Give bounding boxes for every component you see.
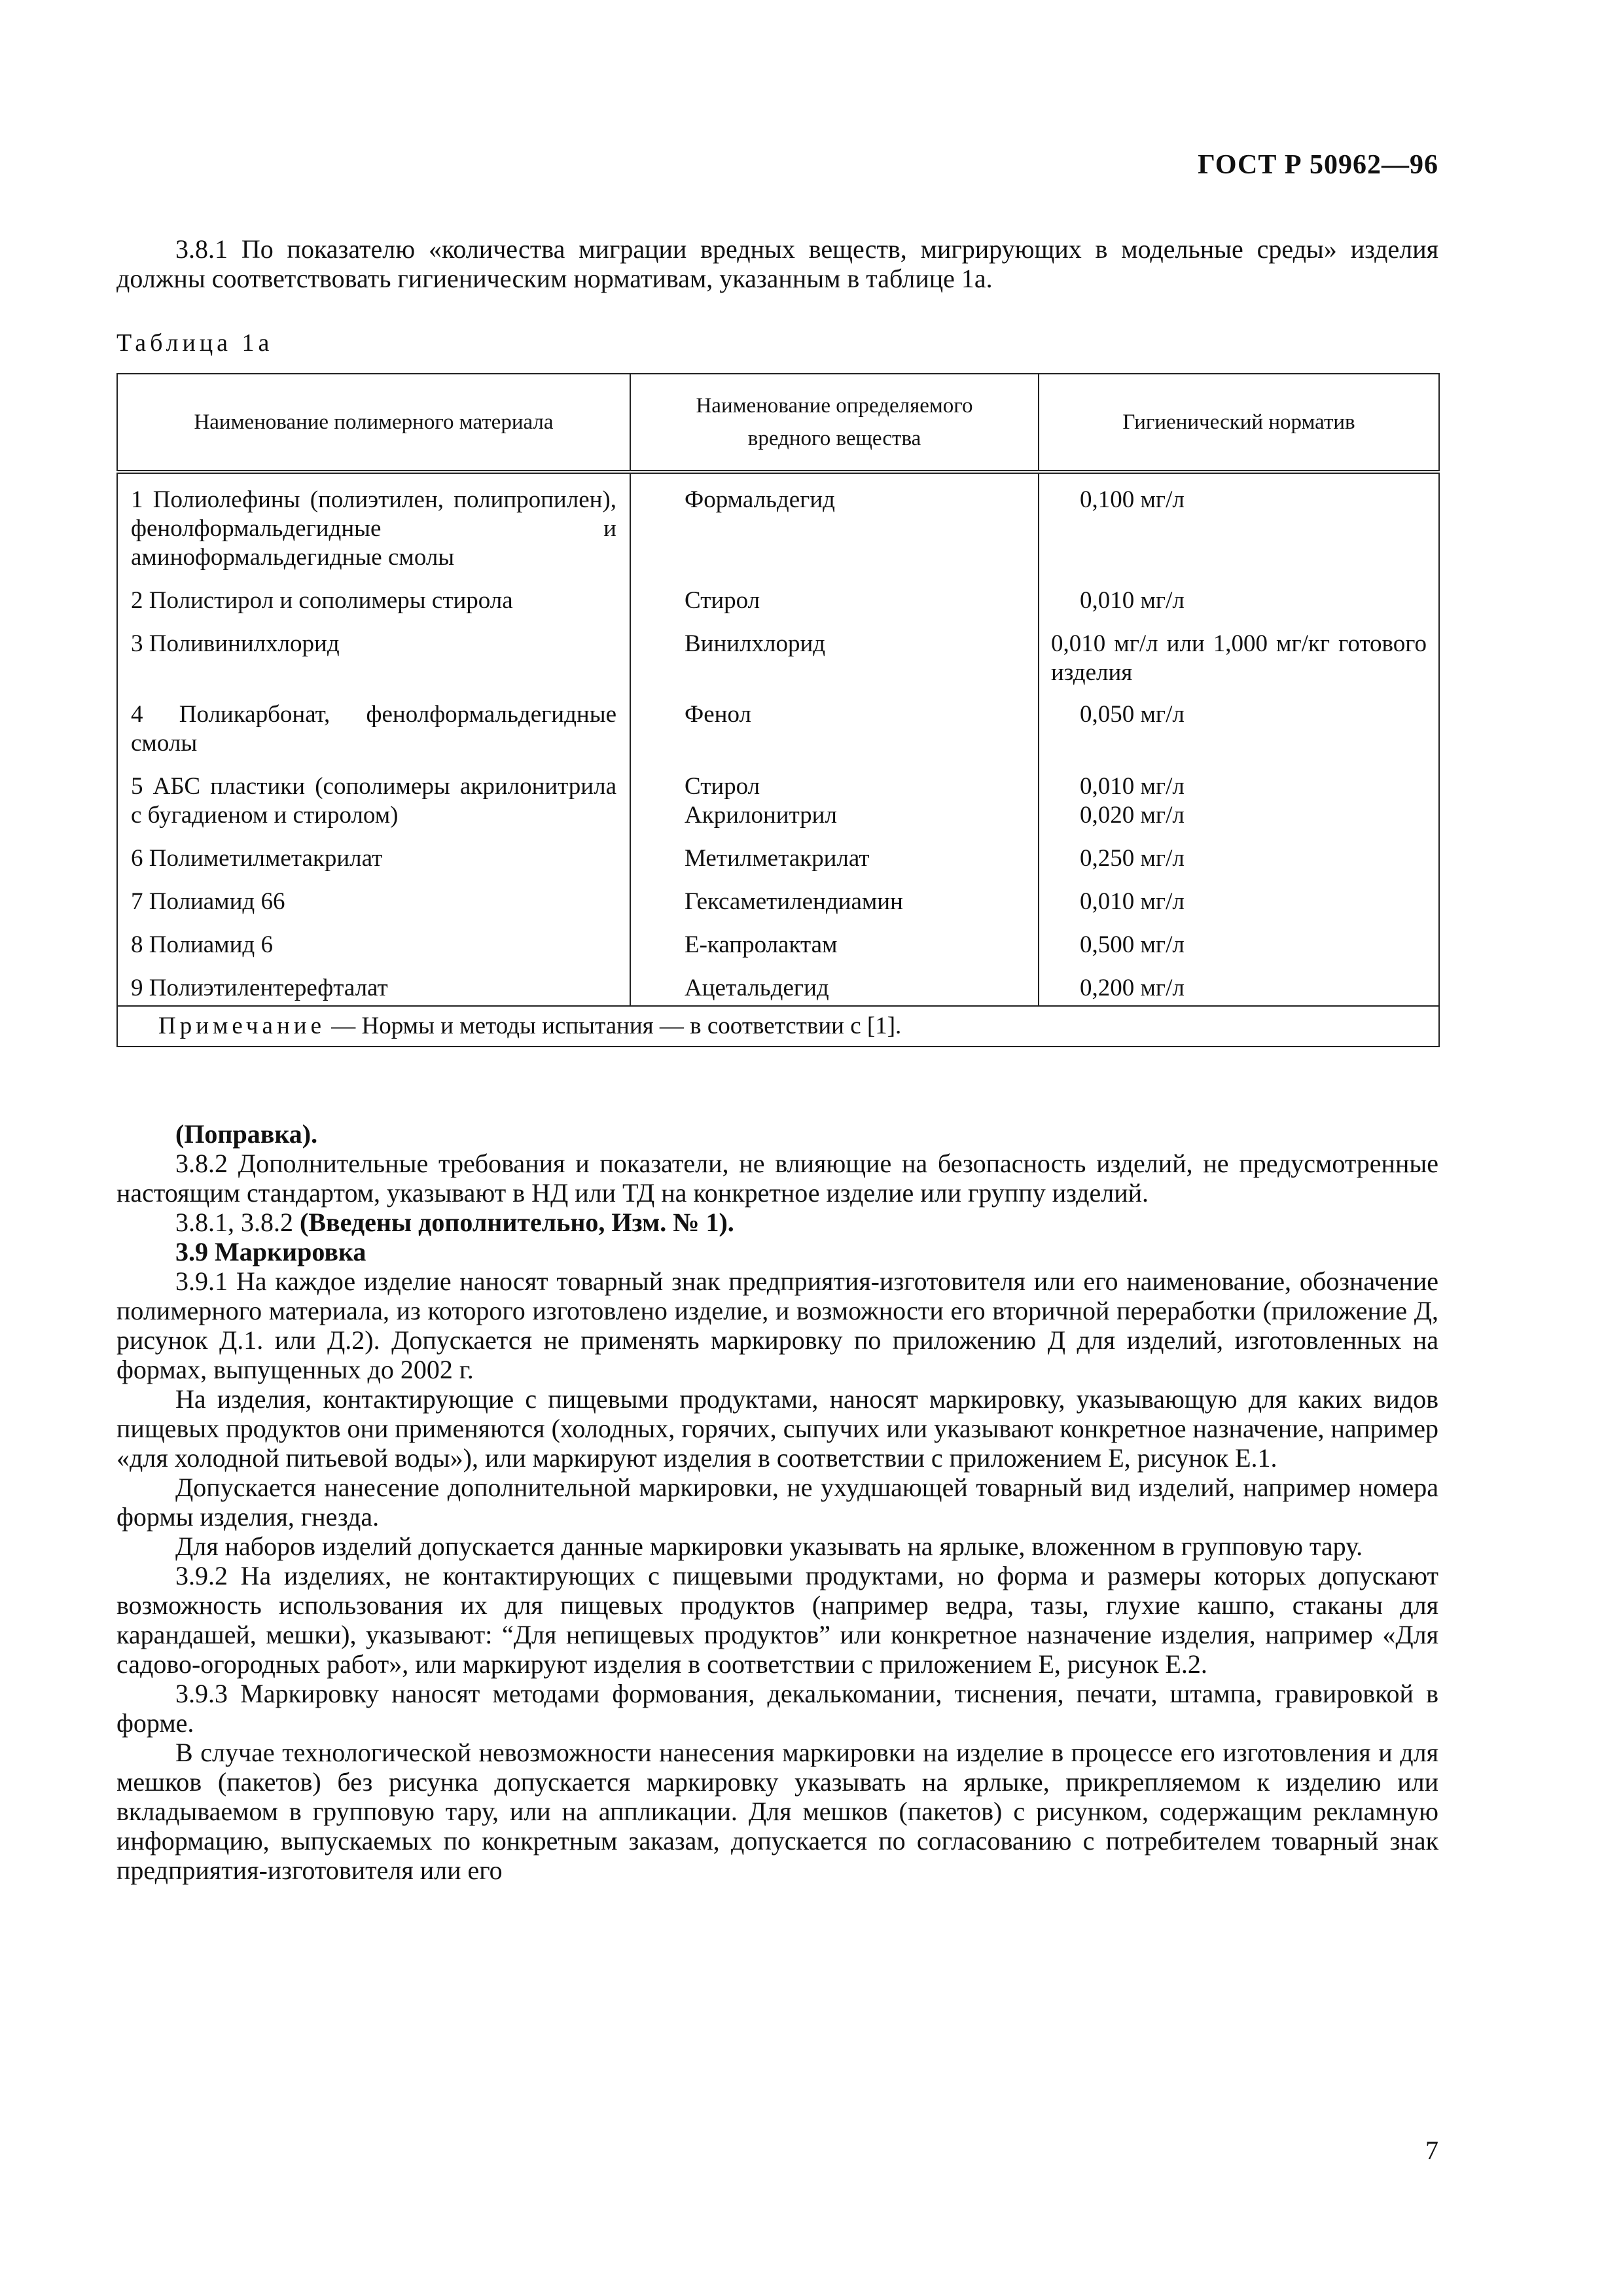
cell-norm: 0,200 мг/л [1039, 960, 1439, 1006]
table-row [117, 687, 1439, 758]
intro-paragraph: 3.8.1 По показателю «количества миграции вредных веществ, мигрирующих в модельные среды» изделия должны соответствовать гигиеническим нормативам, указанным в таблице 1а. [116, 234, 1438, 293]
table-row [117, 615, 1439, 687]
cell-material: 5 АБС пластики (сополимеры акрилонитрила с бугадиеном и стиролом) [117, 758, 630, 830]
cell-substance: Е-капролактам [630, 916, 1039, 960]
table-note: Примечание — Нормы и методы испытания — в соответствии с [1]. [117, 1006, 1439, 1047]
table-note-row [117, 1006, 1439, 1047]
cell-material: 8 Полиамид 6 [117, 916, 630, 960]
cell-substance: Фенол [630, 687, 1039, 758]
cell-norm: 0,010 мг/л [1039, 873, 1439, 916]
cell-material: 6 Полиметилметакрилат [117, 830, 630, 873]
table-row [117, 758, 1439, 830]
standard-header: ГОСТ Р 50962—96 [1198, 150, 1438, 180]
cell-material: 7 Полиамид 66 [117, 873, 630, 916]
table-row [117, 572, 1439, 615]
cell-substance: Формальдегид [630, 472, 1039, 572]
table-row [117, 830, 1439, 873]
cell-material: 1 Полиолефины (полиэтилен, полипропилен), фенолформальдегидные и аминоформальдегидные смолы [117, 472, 630, 572]
cell-norm: 0,010 мг/л или 1,000 мг/кг готового изделия [1039, 615, 1439, 687]
paragraph-3-9-3-bags: В случае технологической невозможности нанесения маркировки на изделие в процессе его изготовления и для мешков (пакетов) без рисунка допускается маркировку указывать на ярлыке, прикрепляемом к изделию или вкладываемом в групповую тару, или на аппликации. Для мешков (пакетов) с рисунком, содержащим рекламную информацию, выпускаемых по конкретным заказам, допускается по согласованию с потребителем товарный знак предприятия-изготовителя или его [116, 1738, 1438, 1885]
cell-norm: 0,100 мг/л [1039, 472, 1439, 572]
cell-material: 2 Полистирол и сополимеры стирола [117, 572, 630, 615]
cell-norm: 0,010 мг/л [1039, 572, 1439, 615]
cell-norm: 0,500 мг/л [1039, 916, 1439, 960]
table-row [117, 472, 1439, 572]
cell-substance: Стирол Акрилонитрил [630, 758, 1039, 830]
column-header-substance: Наименование определяемого вредного вещества [630, 374, 1039, 472]
table-row [117, 873, 1439, 916]
page-number: 7 [1425, 2136, 1438, 2165]
paragraph-3-8-2: 3.8.2 Дополнительные требования и показатели, не влияющие на безопасность изделий, не предусмотренные настоящим стандартом, указывают в НД или ТД на конкретное изделие или группу изделий. [116, 1149, 1438, 1208]
table-row [117, 916, 1439, 960]
paragraph-3-9-2: 3.9.2 На изделиях, не контактирующих с пищевыми продуктами, но форма и размеры которых допускают возможность использования их для пищевых продуктов (например ведра, тазы, глухие кашпо, стаканы для карандашей, мешки), указывают: “Для непищевых продуктов” или конкретное назначение изделия, например «Для садово-огородных работ», или маркируют изделия в соответствии с приложением Е, рисунок Е.2. [116, 1561, 1438, 1679]
paragraph-3-9-1-extra: Допускается нанесение дополнительной маркировки, не ухудшающей товарный вид изделий, например номера формы изделия, гнезда. [116, 1473, 1438, 1532]
cell-substance: Метилметакрилат [630, 830, 1039, 873]
paragraph-amendment-ref: 3.8.1, 3.8.2 (Введены дополнительно, Изм. № 1). [175, 1208, 734, 1237]
section-heading-3-9: 3.9 Маркировка [175, 1237, 366, 1266]
paragraph-3-9-1-sets: Для наборов изделий допускается данные маркировки указывать на ярлыке, вложенном в групповую тару. [175, 1532, 1363, 1561]
cell-substance: Стирол [630, 572, 1039, 615]
paragraph-3-9-1-food: На изделия, контактирующие с пищевыми продуктами, наносят маркировку, указывающую для каких видов пищевых продуктов они применяются (холодных, горячих, сыпучих или указывают конкретное назначение, например «для холодной питьевой воды»), или маркируют изделия в соответствии с приложением Е, рисунок Е.1. [116, 1384, 1438, 1473]
body-text [116, 1119, 1438, 1885]
amendment-note: (Поправка). [175, 1119, 318, 1149]
table-caption: Таблица 1а [116, 329, 274, 357]
hygiene-norms-table [116, 373, 1440, 1047]
cell-substance: Винилхлорид [630, 615, 1039, 687]
cell-norm: 0,250 мг/л [1039, 830, 1439, 873]
cell-material: 3 Поливинилхлорид [117, 615, 630, 687]
column-header-material: Наименование полимерного материала [117, 374, 630, 472]
cell-norm: 0,050 мг/л [1039, 687, 1439, 758]
table-row [117, 960, 1439, 1006]
cell-norm: 0,010 мг/л 0,020 мг/л [1039, 758, 1439, 830]
cell-material: 9 Полиэтилентерефталат [117, 960, 630, 1006]
cell-substance: Гексаметилендиамин [630, 873, 1039, 916]
cell-material: 4 Поликарбонат, фенолформальдегидные смолы [117, 687, 630, 758]
table-header-row [117, 374, 1439, 472]
cell-substance: Ацетальдегид [630, 960, 1039, 1006]
paragraph-3-9-3: 3.9.3 Маркировку наносят методами формования, декалькомании, тиснения, печати, штампа, гравировкой в форме. [116, 1679, 1438, 1738]
column-header-norm: Гигиенический норматив [1039, 374, 1439, 472]
paragraph-3-9-1: 3.9.1 На каждое изделие наносят товарный знак предприятия-изготовителя или его наименование, обозначение полимерного материала, из которого изготовлено изделие, и возможности его вторичной переработки (приложение Д, рисунок Д.1. или Д.2). Допускается не применять маркировку по приложению Д для изделий, изготовленных на формах, выпущенных до 2002 г. [116, 1266, 1438, 1384]
